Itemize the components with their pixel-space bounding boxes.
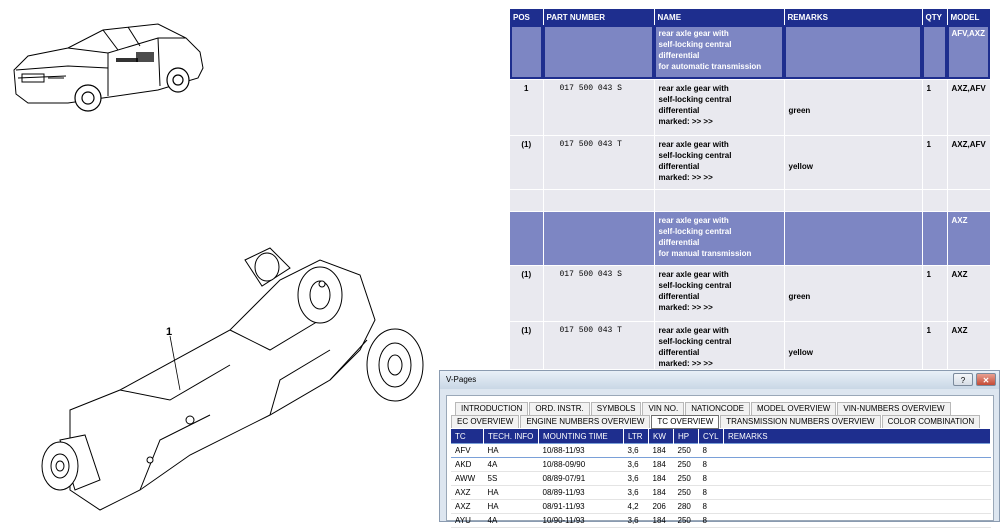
car-illustration [8,8,208,113]
callout-number: 1 [166,326,173,338]
rear-axle-differential-illustration [30,240,430,522]
cell-name: rear axle gear with self-locking central differential marked: >> >> [654,321,784,369]
tab-row-1 [455,402,952,414]
cell-kw: 184 [649,444,674,458]
close-button[interactable]: ✕ [976,373,996,386]
cell-pos: (1) [510,135,543,189]
parts-list [510,9,990,369]
cell-hp: 250 [674,458,699,472]
cell-remarks: yellow [784,321,922,369]
cell-cyl: 8 [699,458,724,472]
cell-remarks [724,472,991,486]
cell-name: rear axle gear with self-locking central differential marked: >> >> [654,79,784,135]
cell-name: rear axle gear with self-locking central differential for manual transmission [654,211,784,265]
table-row[interactable] [451,514,991,528]
table-row[interactable] [451,458,991,472]
cell-kw: 184 [649,458,674,472]
cell-remarks: yellow [784,135,922,189]
cell-name: rear axle gear with self-locking central differential marked: >> >> [654,135,784,189]
cell-qty [922,189,947,211]
cell-ltr: 4,2 [624,500,649,514]
tab-vin-numbers-overview[interactable]: VIN-NUMBERS OVERVIEW [837,402,950,415]
cell-qty: 1 [922,135,947,189]
cell-model: AXZ,AFV [947,135,990,189]
cell-remarks: green [784,265,922,321]
header-tech-info[interactable]: TECH. INFO [484,429,539,444]
cell-part-number [543,211,654,265]
header-hp[interactable]: HP [674,429,699,444]
cell-pos: 1 [510,79,543,135]
cell-qty [922,211,947,265]
cell-model [947,189,990,211]
header-tc[interactable]: TC [451,429,484,444]
cell-qty: 1 [922,321,947,369]
cell-remarks [724,514,991,528]
cell-remarks [784,25,922,79]
tab-nationcode[interactable]: NATIONCODE [685,402,750,415]
table-row[interactable] [510,135,990,189]
tab-vin-no[interactable]: VIN NO. [642,402,684,415]
cell-name: rear axle gear with self-locking central differential for automatic transmission [654,25,784,79]
cell-pos: (1) [510,321,543,369]
cell-tech-info: 4A [484,458,539,472]
parts-header-row [510,9,990,25]
cell-model: AFV,AXZ [947,25,990,79]
cell-model: AXZ [947,265,990,321]
cell-tech-info: 4A [484,514,539,528]
cell-ltr: 3,6 [624,444,649,458]
table-row[interactable] [451,500,991,514]
header-kw[interactable]: KW [649,429,674,444]
cell-remarks [784,211,922,265]
table-row[interactable] [510,265,990,321]
tab-transmission-numbers-overview[interactable]: TRANSMISSION NUMBERS OVERVIEW [720,415,880,428]
tc-header-row [451,429,991,444]
cell-mounting-time: 10/88-09/90 [539,458,624,472]
cell-qty: 1 [922,265,947,321]
cell-tc: AFV [451,444,484,458]
cell-remarks [784,189,922,211]
tc-overview-table [451,429,991,528]
cell-part-number [543,25,654,79]
cell-kw: 184 [649,514,674,528]
cell-part-number: 017 500 043 S [543,79,654,135]
cell-remarks [724,486,991,500]
parts-table [510,9,990,369]
cell-kw: 184 [649,486,674,500]
cell-kw: 206 [649,500,674,514]
table-row[interactable] [451,486,991,500]
cell-cyl: 8 [699,500,724,514]
cell-ltr: 3,6 [624,486,649,500]
header-model[interactable]: MODEL [947,9,990,25]
cell-tc: AWW [451,472,484,486]
cell-tech-info: HA [484,444,539,458]
cell-name [654,189,784,211]
v-pages-window [439,370,1000,525]
tab-model-overview[interactable]: MODEL OVERVIEW [751,402,836,415]
cell-remarks [724,500,991,514]
cell-kw: 184 [649,472,674,486]
tab-color-combination[interactable]: COLOR COMBINATION [882,415,981,428]
cell-tc: AXZ [451,486,484,500]
cell-tc: AXZ [451,500,484,514]
header-qty[interactable]: QTY [922,9,947,25]
header-remarks[interactable]: REMARKS [724,429,991,444]
cell-pos [510,25,543,79]
tab-ec-overview[interactable]: EC OVERVIEW [451,415,519,428]
cell-mounting-time: 08/89-07/91 [539,472,624,486]
tab-row-2 [451,415,981,427]
cell-mounting-time: 08/91-11/93 [539,500,624,514]
header-remarks[interactable]: REMARKS [784,9,922,25]
cell-remarks [724,444,991,458]
cell-pos [510,211,543,265]
header-mounting-time[interactable]: MOUNTING TIME [539,429,624,444]
cell-remarks [724,458,991,472]
cell-mounting-time: 10/88-11/93 [539,444,624,458]
tab-ord-instr[interactable]: ORD. INSTR. [529,402,589,415]
cell-cyl: 8 [699,486,724,500]
table-row[interactable] [510,189,990,211]
cell-mounting-time: 10/90-11/93 [539,514,624,528]
header-ltr[interactable]: LTR [624,429,649,444]
table-row[interactable] [451,444,991,458]
tab-tc-overview[interactable]: TC OVERVIEW [651,415,719,429]
cell-cyl: 8 [699,472,724,486]
cell-qty [922,25,947,79]
header-pos[interactable]: POS [510,9,543,25]
cell-cyl: 8 [699,514,724,528]
window-content [446,395,994,525]
tab-symbols[interactable]: SYMBOLS [591,402,642,415]
cell-model: AXZ [947,321,990,369]
table-row[interactable] [510,79,990,135]
cell-model: AXZ [947,211,990,265]
header-part-number[interactable]: PART NUMBER [543,9,654,25]
cell-part-number [543,189,654,211]
cell-hp: 250 [674,486,699,500]
table-row[interactable] [510,321,990,369]
header-cyl[interactable]: CYL [699,429,724,444]
cell-pos [510,189,543,211]
cell-hp: 250 [674,444,699,458]
cell-hp: 280 [674,500,699,514]
cell-hp: 250 [674,472,699,486]
cell-model: AXZ,AFV [947,79,990,135]
cell-qty: 1 [922,79,947,135]
cell-ltr: 3,6 [624,514,649,528]
cell-mounting-time: 08/89-11/93 [539,486,624,500]
cell-name: rear axle gear with self-locking central differential marked: >> >> [654,265,784,321]
cell-pos: (1) [510,265,543,321]
cell-tc: AYU [451,514,484,528]
cell-cyl: 8 [699,444,724,458]
cell-part-number: 017 500 043 T [543,321,654,369]
cell-part-number: 017 500 043 S [543,265,654,321]
cell-tc: AKD [451,458,484,472]
window-titlebar[interactable] [440,371,999,389]
cell-remarks: green [784,79,922,135]
cell-ltr: 3,6 [624,472,649,486]
cell-tech-info: HA [484,500,539,514]
table-row[interactable] [510,25,990,79]
help-button[interactable]: ? [953,373,973,386]
cell-part-number: 017 500 043 T [543,135,654,189]
tab-engine-numbers-overview[interactable]: ENGINE NUMBERS OVERVIEW [520,415,650,428]
tab-introduction[interactable]: INTRODUCTION [455,402,528,415]
cell-ltr: 3,6 [624,458,649,472]
cell-tech-info: 5S [484,472,539,486]
cell-tech-info: HA [484,486,539,500]
window-title: V-Pages [446,375,477,384]
header-name[interactable]: NAME [654,9,784,25]
cell-hp: 250 [674,514,699,528]
table-row[interactable] [510,211,990,265]
table-row[interactable] [451,472,991,486]
